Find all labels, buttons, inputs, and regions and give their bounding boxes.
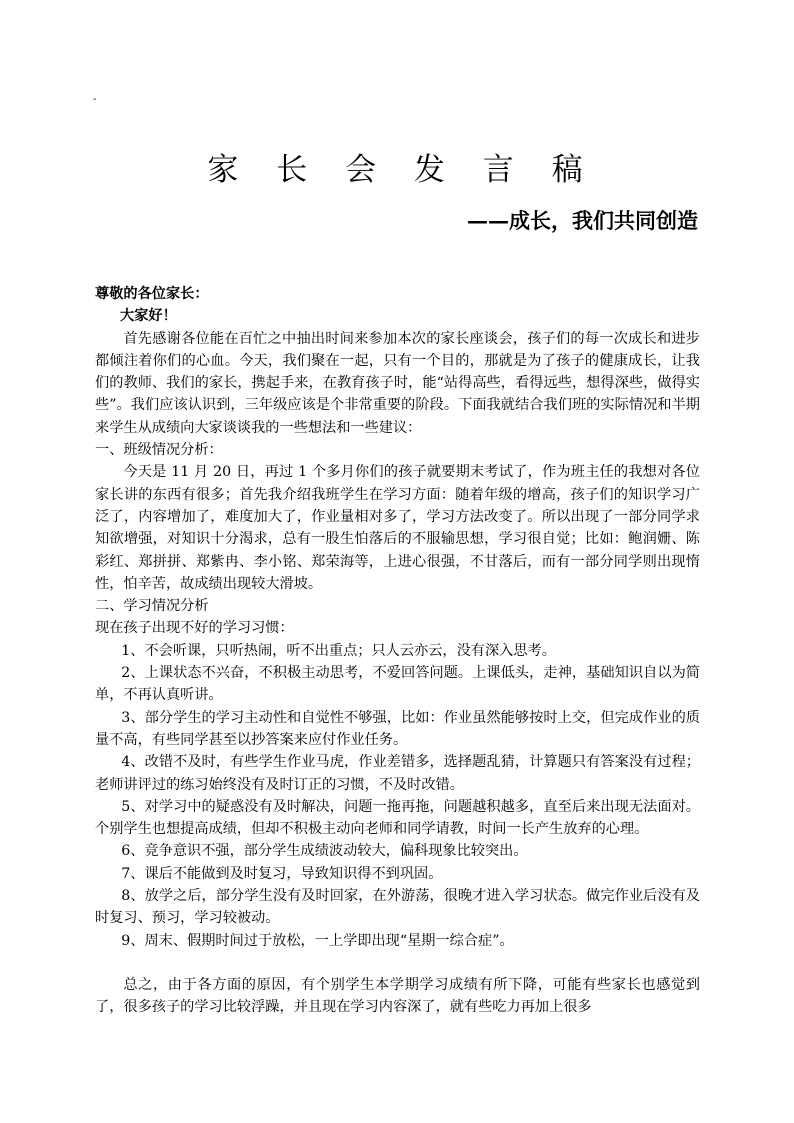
list-item: 5、对学习中的疑惑没有及时解决，问题一拖再拖，问题越积越多，直至后来出现无法面对。个别学生也想提高成绩，但却不积极主动向老师和同学请教，时间一长产生放弃的心理。 <box>95 798 700 838</box>
paragraph: 今天是 11 月 20 日，再过 1 个多月你们的孩子就要期末考试了，作为班主任的我想对各位家长讲的东西有很多；首先我介绍我班学生在学习方面：随着年级的增高，孩子们的知识学习广泛了，内容增加了，难度加大了，作业量相对多了，学习方法改变了。所以出现了一部分同学求知欲增强，对知识十分渴求，总有一股生怕落后的不服输思想，学习很自觉；比如：鲍润姗、陈彩红、郑拼拼、郑紫冉、李小铭、郑荣海等，上进心很强，不甘落后，而有一部分同学则出现惰性，怕辛苦，故成绩出现较大滑坡。 <box>95 464 700 592</box>
section-heading: 一、班级情况分析： <box>95 442 223 459</box>
list-item: 1、不会听课，只听热闹，听不出重点；只人云亦云，没有深入思考。 <box>121 642 556 659</box>
list-item: 2、上课状态不兴奋，不积极主动思考，不爱回答问题。上课低头，走神，基础知识自以为简单，不再认真听讲。 <box>95 665 700 704</box>
list-item: 9、周末、假期时间过于放松，一上学即出现“星期一综合症”。 <box>121 932 514 949</box>
list-item: 8、放学之后，部分学生没有及时回家，在外游荡，很晚才进入学习状态。做完作业后没有及时复习、预习，学习较被动。 <box>95 888 700 927</box>
header-mark: - <box>93 94 97 105</box>
list-item: 6、竞争意识不强，部分学生成绩波动较大，偏科现象比较突出。 <box>121 843 528 860</box>
list-item: 3、部分学生的学习主动性和自觉性不够强，比如：作业虽然能够按时上交，但完成作业的质量不高，有些同学甚至以抄答案来应付作业任务。 <box>95 709 700 748</box>
document-title: 家 长 会 发 言 稿 <box>207 152 597 188</box>
summary-paragraph: 总之，由于各方面的原因，有个别学生本学期学习成绩有所下降，可能有些家长也感觉到了，很多孩子的学习比较浮躁，并且现在学习内容深了，就有些吃力再加上很多 <box>95 976 700 1016</box>
list-item: 7、课后不能做到及时复习，导致知识得不到巩固。 <box>121 865 443 882</box>
paragraph-gap <box>95 952 700 974</box>
section-heading: 二、学习情况分析 <box>95 598 209 615</box>
intro-paragraph: 首先感谢各位能在百忙之中抽出时间来参加本次的家长座谈会，孩子们的每一次成长和进步都倾注着你们的心血。今天，我们聚在一起，只有一个目的，那就是为了孩子的健康成长，让我们的教师、我们的家长，携起手来，在教育孩子时，能“站得高些，看得远些，想得深些，做得实些”。我们应该认识到，三年级应该是个非常重要的阶段。下面我就结合我们班的实际情况和半期来学生从成绩向大家谈谈我的一些想法和一些建议： <box>95 330 700 436</box>
paragraph: 现在孩子出现不好的学习习惯： <box>95 620 294 637</box>
list-item: 4、改错不及时，有些学生作业马虎，作业差错多，选择题乱猜，计算题只有答案没有过程；老师讲评过的练习始终没有及时订正的习惯，不及时改错。 <box>95 754 700 793</box>
document-subtitle: ——成长，我们共同创造 <box>467 208 698 233</box>
salutation: 尊敬的各位家长： <box>95 286 209 302</box>
greeting: 大家好！ <box>120 308 177 325</box>
document-body <box>95 283 700 1019</box>
